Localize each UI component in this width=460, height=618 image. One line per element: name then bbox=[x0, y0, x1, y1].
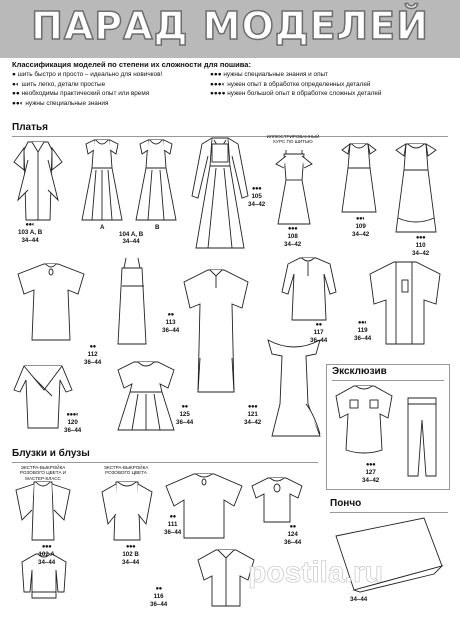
extra-note-a: ЭКСТРА-ВЫКРОЙКА РОЗОВОГО ЦВЕТА И МАСТЕР-КЛАСС bbox=[19, 465, 67, 481]
legend-item: ●●◐ нужны специальные знания bbox=[12, 99, 109, 107]
blouse-shirt-sketch bbox=[196, 548, 256, 608]
dress-113-sketch bbox=[110, 256, 154, 348]
model-label-108: ●●● 108 34–42 bbox=[284, 226, 302, 248]
legend-item: ●●● нужны специальные знания и опыт bbox=[210, 71, 329, 78]
model-label-117: ●● 117 36–44 bbox=[310, 322, 328, 344]
pants-127-sketch bbox=[404, 396, 440, 480]
legend-right bbox=[210, 70, 382, 99]
dress-121-sketch bbox=[262, 334, 326, 440]
section-exclusive: Эксклюзив bbox=[332, 366, 387, 377]
model-label-125: ●● 125 36–44 bbox=[176, 404, 194, 426]
dress-110-sketch bbox=[390, 140, 442, 236]
dress-103-sketch bbox=[14, 140, 62, 222]
model-label-127: ●●● 127 34–42 bbox=[362, 462, 380, 484]
blouse-102b-sketch bbox=[98, 480, 156, 544]
legend-item: ● шить быстро и просто – идеально для новичков! bbox=[12, 71, 163, 78]
model-label-111: ●● 111 36–44 bbox=[164, 514, 182, 536]
dress-104a-sketch bbox=[80, 138, 124, 224]
page-title: ПАРАД МОДЕЛЕЙ bbox=[31, 4, 429, 48]
legend-item: ●◐ шить легко, детали простые bbox=[12, 80, 106, 88]
model-label-121: ●●● 121 34–42 bbox=[244, 404, 262, 426]
legend-title: Классификация моделей по степени их сложности для пошива: bbox=[12, 60, 251, 69]
divider bbox=[330, 512, 448, 513]
section-dresses: Платья bbox=[12, 122, 48, 133]
model-label-105: ●●● 105 34–42 bbox=[248, 186, 266, 208]
course-note: ИЛЛЮСТРИРОВАННЫЙ КУРС ПО ШИТЬЮ bbox=[266, 134, 320, 145]
model-label-103: ●●◐ 103 A, B 34–44 bbox=[18, 222, 43, 244]
section-poncho: Пончо bbox=[330, 498, 362, 509]
model-label-116: ●● 116 36–44 bbox=[150, 586, 168, 608]
dress-117-sketch bbox=[280, 256, 338, 322]
model-label-120: ●●●◐ 120 36–44 bbox=[64, 412, 82, 434]
dress-125b-sketch bbox=[112, 360, 180, 434]
watermark: postila.ru bbox=[248, 556, 384, 589]
dress-104b-sketch bbox=[134, 138, 178, 224]
blouse-102a-sketch bbox=[14, 480, 72, 544]
divider bbox=[332, 380, 444, 381]
divider bbox=[12, 462, 318, 463]
dress-112-sketch bbox=[14, 262, 88, 342]
variant-b-label: B bbox=[155, 224, 160, 231]
legend-left bbox=[12, 70, 162, 108]
dress-125-sketch bbox=[182, 268, 250, 396]
legend-item: ●●●◐ нужен опыт в обработке определенных деталей bbox=[210, 80, 371, 88]
coat-119-sketch bbox=[366, 260, 444, 346]
dress-105-sketch bbox=[188, 136, 252, 252]
dress-109-sketch bbox=[338, 140, 380, 216]
variant-a-label: A bbox=[100, 224, 105, 231]
section-blouses: Блузки и блузы bbox=[12, 448, 90, 459]
model-label-113: ●● 113 36–44 bbox=[162, 312, 180, 334]
model-label-109: ●●◐ 109 34–42 bbox=[352, 216, 370, 238]
model-label-poncho: 34–44 bbox=[350, 596, 368, 603]
model-label-119: ●●◐ 119 36–44 bbox=[354, 320, 372, 342]
model-label-102a: ●●● 102 A 34–44 bbox=[38, 544, 56, 566]
extra-note-b: ЭКСТРА-ВЫКРОЙКА РОЗОВОГО ЦВЕТА bbox=[103, 465, 149, 476]
model-label-110: ●●● 110 34–42 bbox=[412, 235, 430, 257]
model-label-102b: ●●● 102 B 34–44 bbox=[122, 544, 140, 566]
model-label-104: 104 A, B 34–44 bbox=[119, 231, 144, 246]
top-124-sketch bbox=[250, 476, 304, 524]
model-label-124: ●● 124 36–44 bbox=[284, 524, 302, 546]
model-label-112: ●● 112 36–44 bbox=[84, 344, 102, 366]
legend-item: ●● необходимы практический опыт или время bbox=[12, 90, 150, 98]
top-127-sketch bbox=[334, 384, 394, 456]
dress-108-sketch bbox=[272, 150, 316, 226]
legend-item: ●●●● нужен большой опыт в обработке сложных деталей bbox=[210, 90, 382, 98]
